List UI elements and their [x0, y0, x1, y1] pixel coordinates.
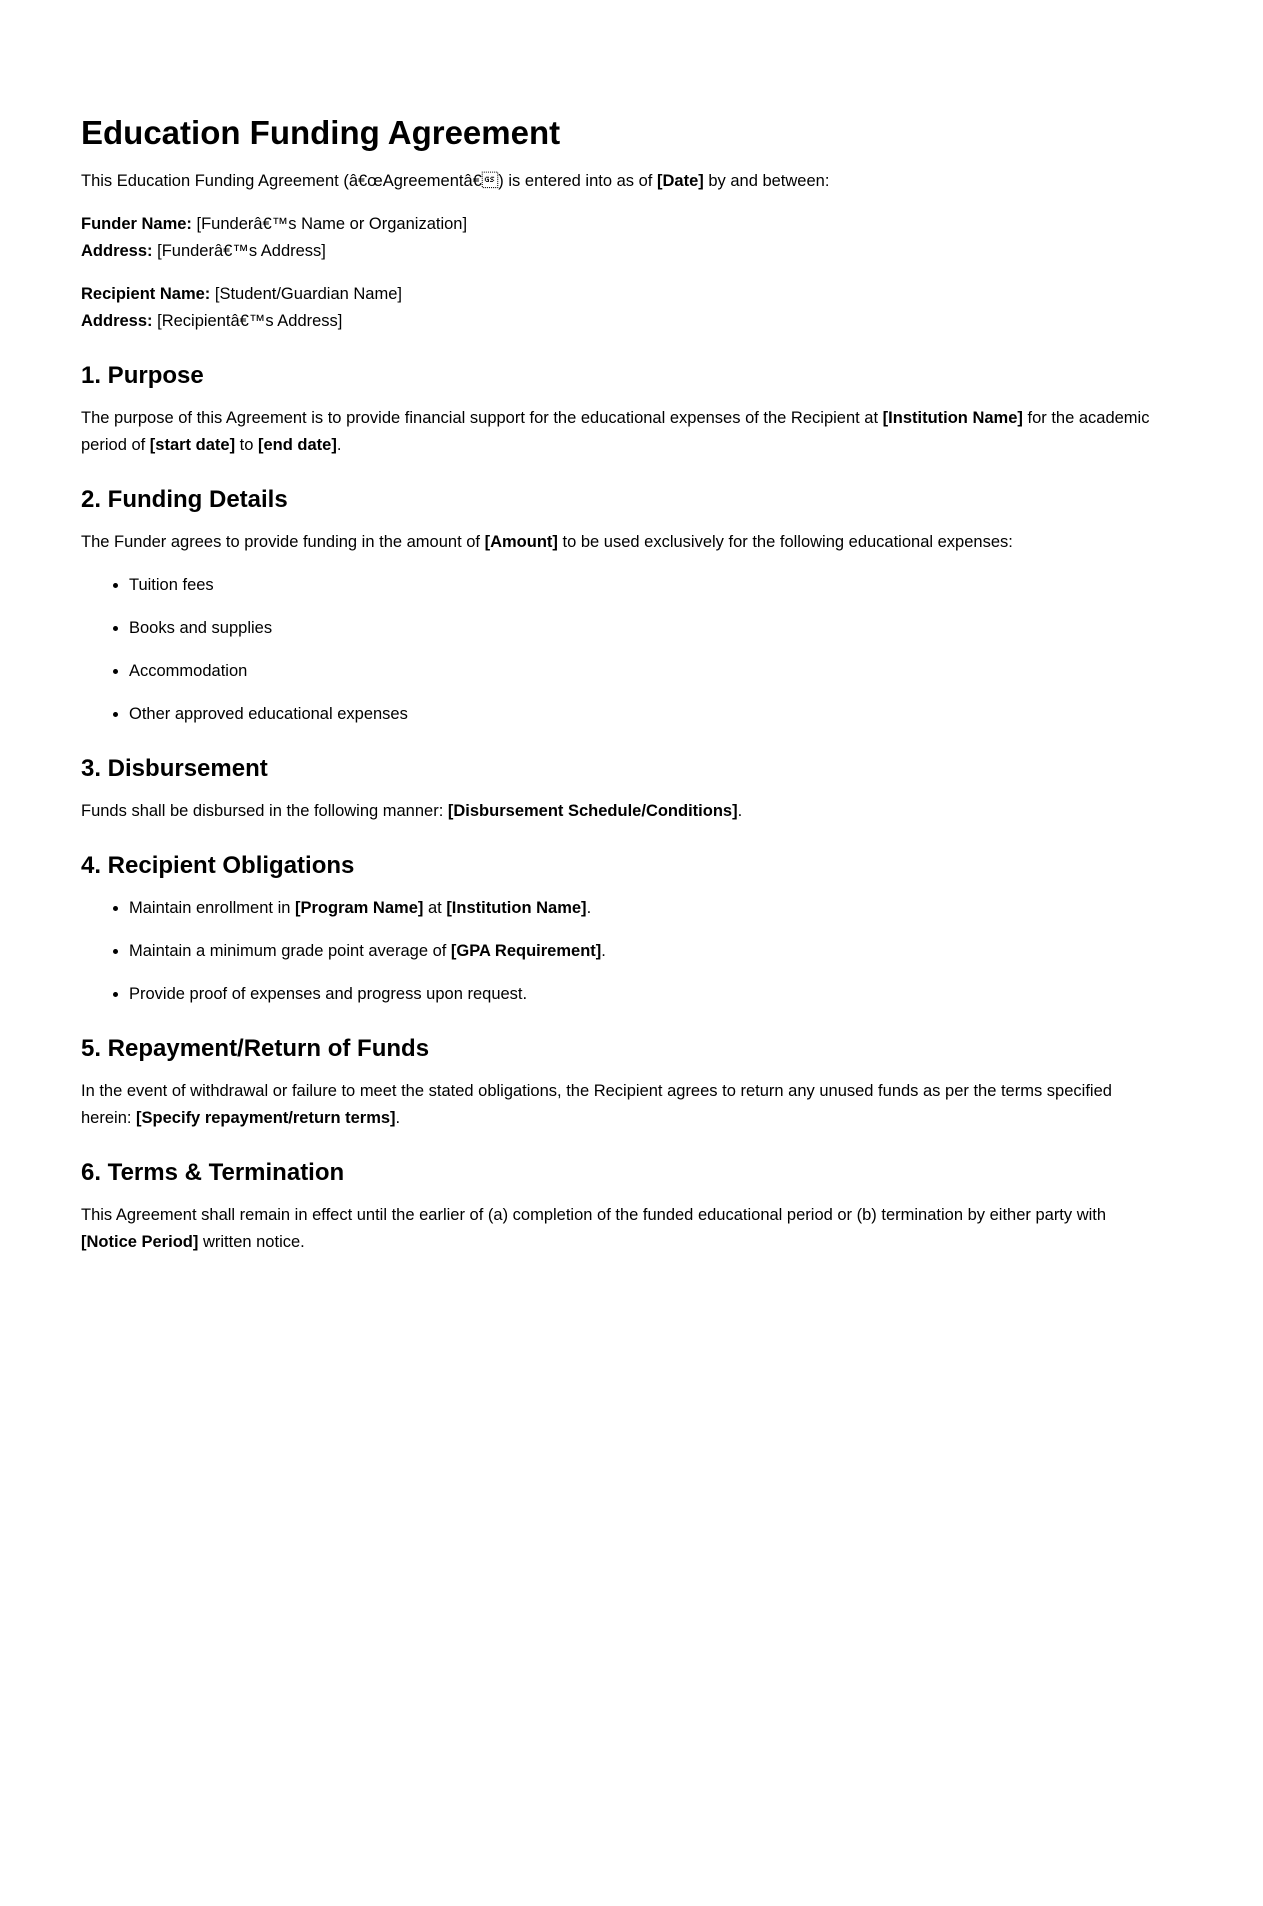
funding-amount-placeholder: [Amount] [484, 533, 558, 551]
purpose-text: to [235, 436, 258, 454]
section-heading-disbursement: 3. Disbursement [81, 755, 268, 782]
list-item [129, 895, 1163, 922]
program-name-placeholder: [Program Name] [295, 899, 424, 917]
obligation-text: Maintain a minimum grade point average of [129, 942, 451, 960]
intro-date: [Date] [656, 172, 704, 190]
funder-name-value: [Funderâ€™s Name or Organization] [191, 215, 468, 233]
termination-text: written notice. [198, 1233, 305, 1251]
section-heading-repayment: 5. Repayment/Return of Funds [81, 1035, 430, 1062]
intro-text: This Education Funding Agreement (â€œAgreementâ€ ) is entered into as of [81, 172, 657, 190]
funder-address-label: Address: [81, 242, 153, 260]
purpose-start-date-placeholder: [start date] [149, 436, 236, 454]
repayment-text: In the event of withdrawal or failure to meet the stated obligations, the Recipient agrees to return any unused funds as per the terms specified herein: [81, 1082, 1112, 1127]
document-content [81, 112, 1163, 1256]
notice-period-placeholder: [Notice Period] [81, 1233, 199, 1251]
gpa-requirement-placeholder: [GPA Requirement] [450, 942, 602, 960]
section-heading-obligations: 4. Recipient Obligations [81, 852, 355, 879]
funder-name-label: Funder Name: [81, 215, 192, 233]
recipient-name-label: Recipient Name: [81, 285, 211, 303]
funding-text: The Funder agrees to provide funding in the amount of [81, 533, 485, 551]
purpose-paragraph [81, 405, 1163, 459]
termination-paragraph [81, 1202, 1163, 1256]
funding-paragraph [81, 529, 1163, 556]
list-item [129, 981, 1163, 1008]
obligation-text: at [423, 899, 447, 917]
purpose-text: . [336, 436, 342, 454]
purpose-institution-placeholder: [Institution Name] [882, 409, 1023, 427]
disbursement-paragraph [81, 798, 1163, 825]
repayment-text: . [395, 1109, 401, 1127]
disbursement-schedule-placeholder: [Disbursement Schedule/Conditions] [447, 802, 738, 820]
obligation-text: . [601, 942, 606, 960]
list-item: • Accommodation [129, 658, 1163, 685]
document-title: Education Funding Agreement [81, 114, 561, 151]
funding-expense-list [81, 572, 1163, 728]
list-item: • Tuition fees [129, 572, 1163, 599]
recipient-address-label: Address: [81, 312, 153, 330]
section-heading-funding: 2. Funding Details [81, 486, 288, 513]
section-heading-purpose: 1. Purpose [81, 362, 204, 389]
purpose-text: for the academic period of [81, 409, 1150, 454]
purpose-end-date-placeholder: [end date] [258, 436, 337, 454]
recipient-name-value: [Student/Guardian Name] [210, 285, 402, 303]
obligations-list [81, 895, 1163, 1008]
obligation-text: Maintain enrollment in [129, 899, 295, 917]
obligation-text: Provide proof of expenses and progress upon request. [129, 985, 528, 1003]
funding-text: to be used exclusively for the following educational expenses: [557, 533, 1013, 551]
intro-text-end: by and between: [703, 172, 830, 190]
repayment-terms-placeholder: [Specify repayment/return terms] [136, 1109, 396, 1127]
institution-name-placeholder: [Institution Name] [446, 899, 587, 917]
list-item: • Books and supplies [129, 615, 1163, 642]
section-heading-termination: 6. Terms & Termination [81, 1159, 345, 1186]
intro-paragraph [81, 168, 1163, 195]
recipient-block [81, 281, 1163, 335]
repayment-paragraph [81, 1078, 1163, 1132]
termination-text: This Agreement shall remain in effect until the earlier of (a) completion of the funded educational period or (b) termination by either party with [81, 1206, 1107, 1224]
obligation-text: . [586, 899, 592, 917]
funder-block [81, 211, 1163, 265]
disbursement-text: Funds shall be disbursed in the following manner: [81, 802, 448, 820]
recipient-address-value: [Recipientâ€™s Address] [152, 312, 343, 330]
disbursement-text: . [737, 802, 743, 820]
funder-address-value: [Funderâ€™s Address] [152, 242, 326, 260]
purpose-text: The purpose of this Agreement is to provide financial support for the educational expenses of the Recipient at [81, 409, 883, 427]
list-item: • Other approved educational expenses [129, 701, 1163, 728]
list-item [129, 938, 1163, 965]
